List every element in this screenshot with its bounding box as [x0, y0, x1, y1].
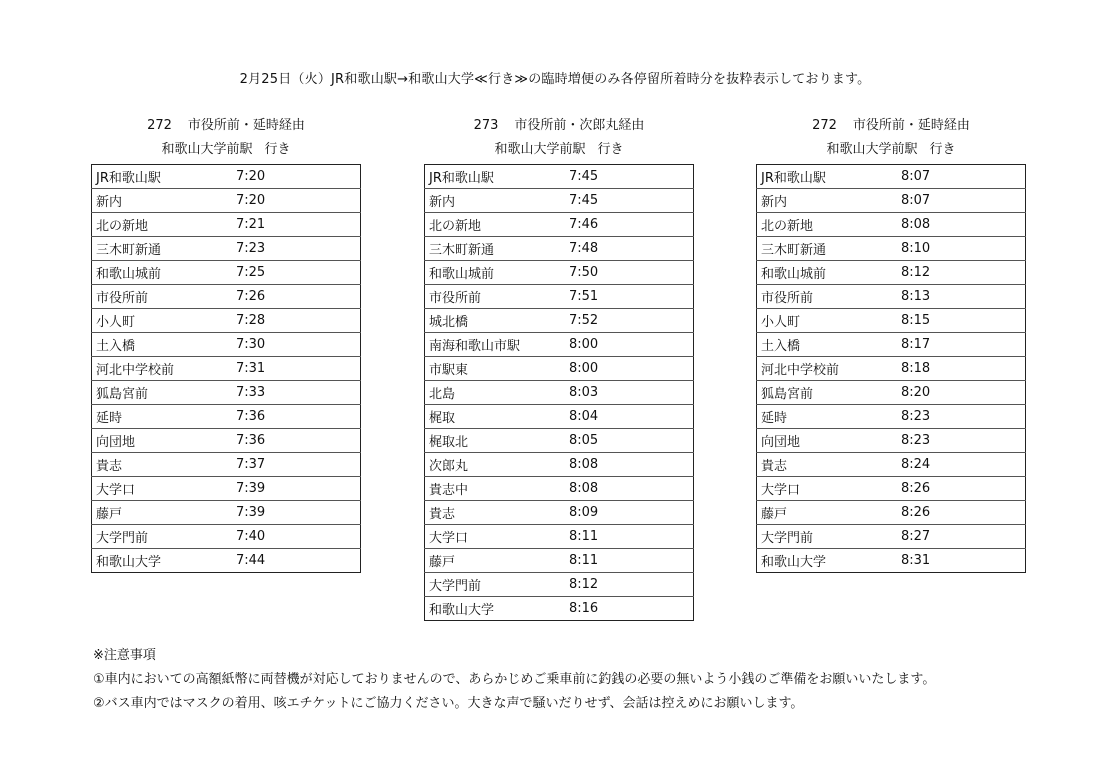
- stop-time: 8:20: [897, 381, 1026, 405]
- stop-name: 三木町新通: [425, 237, 566, 261]
- stop-name: 次郎丸: [425, 453, 566, 477]
- stop-name: 和歌山城前: [92, 261, 233, 285]
- table-row: [425, 237, 694, 261]
- stop-time: 8:23: [897, 429, 1026, 453]
- route-via: 市役所前・延時経由: [852, 118, 970, 133]
- table-row: [757, 237, 1026, 261]
- stop-time: 7:37: [232, 453, 361, 477]
- stop-time: 8:31: [901, 553, 931, 568]
- stop-name: 和歌山城前: [425, 261, 566, 285]
- table-row: [92, 429, 361, 453]
- stop-time: 8:13: [897, 285, 1026, 309]
- table-row: [425, 189, 694, 213]
- table-row: [92, 165, 361, 189]
- stop-name: 土入橋: [92, 333, 233, 357]
- table-row: [425, 477, 694, 501]
- table-row: [425, 549, 694, 573]
- stop-time-table: [91, 164, 361, 573]
- stop-time: 7:20: [232, 165, 361, 189]
- table-row: [757, 309, 1026, 333]
- stop-name: 大学門前: [92, 525, 233, 549]
- stop-name: JR和歌山駅: [92, 165, 233, 189]
- stop-name: 大学門前: [425, 573, 566, 597]
- stop-name: 向団地: [757, 429, 898, 453]
- stop-time: 8:12: [897, 261, 1026, 285]
- page-headline: 2月25日（火）JR和歌山駅→和歌山大学≪行き≫の臨時増便のみ各停留所着時分を抜粋表示しております。: [239, 72, 871, 87]
- route-title: [756, 114, 1026, 138]
- stop-name: 新内: [757, 189, 898, 213]
- stop-name: 新内: [425, 189, 566, 213]
- stop-name: 北の新地: [92, 213, 233, 237]
- table-row: [757, 525, 1026, 549]
- table-row: [425, 381, 694, 405]
- stop-name: 小人町: [92, 309, 233, 333]
- table-row: [92, 525, 361, 549]
- stop-name: 大学口: [92, 477, 233, 501]
- table-row: [92, 357, 361, 381]
- table-row: [425, 405, 694, 429]
- stop-time: 7:52: [565, 309, 694, 333]
- table-row: [425, 501, 694, 525]
- stop-name: 土入橋: [757, 333, 898, 357]
- stop-name: 狐島宮前: [757, 381, 898, 405]
- stop-name: 北島: [425, 381, 566, 405]
- stop-name: 和歌山城前: [757, 261, 898, 285]
- stop-time: 8:16: [569, 601, 599, 616]
- stop-time: 7:33: [232, 381, 361, 405]
- table-row: [425, 525, 694, 549]
- stop-time: 8:15: [897, 309, 1026, 333]
- stop-time: 8:08: [897, 213, 1026, 237]
- stop-time: 8:11: [565, 549, 694, 573]
- stop-name: 大学門前: [757, 525, 898, 549]
- stop-time: 8:09: [565, 501, 694, 525]
- table-row: [757, 429, 1026, 453]
- table-row: [757, 501, 1026, 525]
- stop-name: 和歌山大学: [429, 603, 495, 618]
- stop-time: 8:07: [897, 165, 1026, 189]
- table-row: [757, 213, 1026, 237]
- route-number: 273: [473, 118, 499, 133]
- table-row: [425, 429, 694, 453]
- stop-name: 延時: [92, 405, 233, 429]
- route-title: [91, 114, 361, 138]
- table-row: [757, 261, 1026, 285]
- destination-name: 和歌山大学前駅: [161, 142, 253, 157]
- stop-time-table: [424, 164, 694, 621]
- stop-time: 7:45: [565, 189, 694, 213]
- direction-label: 行き: [929, 142, 956, 157]
- table-row: [92, 285, 361, 309]
- table-row: [425, 261, 694, 285]
- stop-time: 8:23: [897, 405, 1026, 429]
- direction-label: 行き: [597, 142, 624, 157]
- stop-name: 藤戸: [92, 501, 233, 525]
- table-row: [92, 333, 361, 357]
- stop-name: 狐島宮前: [92, 381, 233, 405]
- table-row: [425, 285, 694, 309]
- table-row: [92, 309, 361, 333]
- note-item-2: ②バス車内ではマスクの着用、咳エチケットにご協力ください。大きな声で騒いだりせず、会話は控えめにお願いします。: [93, 696, 804, 711]
- table-row: [757, 477, 1026, 501]
- stop-name: 河北中学校前: [757, 357, 898, 381]
- stop-time: 7:51: [565, 285, 694, 309]
- stop-time: 8:08: [565, 453, 694, 477]
- stop-name: JR和歌山駅: [425, 165, 566, 189]
- table-row: [757, 453, 1026, 477]
- stop-time: 7:44: [236, 553, 266, 568]
- destination-name: 和歌山大学前駅: [494, 142, 586, 157]
- stop-time: 7:21: [232, 213, 361, 237]
- stop-time: 8:10: [897, 237, 1026, 261]
- stop-name: 南海和歌山市駅: [425, 333, 566, 357]
- stop-name: 梶取: [425, 405, 566, 429]
- stop-name: 向団地: [92, 429, 233, 453]
- table-row: [425, 165, 694, 189]
- table-row: [92, 213, 361, 237]
- table-row: [92, 405, 361, 429]
- stop-time: 7:20: [232, 189, 361, 213]
- stop-time: 7:23: [232, 237, 361, 261]
- stop-name: 貴志: [425, 501, 566, 525]
- stop-time: 7:31: [232, 357, 361, 381]
- route-destination: [91, 138, 361, 162]
- route-destination: [424, 138, 694, 162]
- route-via: 市役所前・延時経由: [187, 118, 305, 133]
- table-row: [757, 333, 1026, 357]
- route-destination: [756, 138, 1026, 162]
- table-row: [757, 285, 1026, 309]
- stop-name: 市駅東: [425, 357, 566, 381]
- stop-name: 藤戸: [425, 549, 566, 573]
- note-item-1: ①車内においての高額紙幣に両替機が対応しておりませんので、あらかじめご乗車前に釣銭の必要の無いよう小銭のご準備をお願いいたします。: [93, 672, 936, 687]
- stop-name: 梶取北: [425, 429, 566, 453]
- table-row: [757, 549, 1026, 573]
- table-row: [92, 453, 361, 477]
- stop-time: 8:07: [897, 189, 1026, 213]
- stop-time: 8:11: [565, 525, 694, 549]
- stop-time: 8:24: [897, 453, 1026, 477]
- notes-section: [93, 644, 935, 716]
- notes-heading: ※注意事項: [93, 648, 156, 663]
- route-number: 272: [147, 118, 172, 133]
- table-row: [92, 237, 361, 261]
- table-row: [425, 213, 694, 237]
- stop-name: JR和歌山駅: [757, 165, 898, 189]
- stop-name: 貴志: [757, 453, 898, 477]
- stop-name: 城北橋: [425, 309, 566, 333]
- stop-name: 貴志中: [425, 477, 566, 501]
- stop-time: 8:00: [565, 333, 694, 357]
- stop-time: 7:30: [232, 333, 361, 357]
- table-row: [757, 405, 1026, 429]
- stop-name: 貴志: [92, 453, 233, 477]
- route-via: 市役所前・次郎丸経由: [514, 118, 645, 133]
- route-title: [424, 114, 694, 138]
- stop-name: 大学口: [757, 477, 898, 501]
- stop-time: 7:45: [565, 165, 694, 189]
- stop-time: 8:05: [565, 429, 694, 453]
- stop-name: 市役所前: [92, 285, 233, 309]
- table-row: [757, 165, 1026, 189]
- table-row: [92, 381, 361, 405]
- table-row: [425, 333, 694, 357]
- stop-name: 市役所前: [757, 285, 898, 309]
- stop-time: 8:27: [897, 525, 1026, 549]
- stop-time: 8:26: [897, 501, 1026, 525]
- stop-name: 河北中学校前: [92, 357, 233, 381]
- stop-name: 新内: [92, 189, 233, 213]
- stop-time: 7:36: [232, 429, 361, 453]
- table-row: [92, 549, 361, 573]
- stop-time: 8:26: [897, 477, 1026, 501]
- stop-time: 8:17: [897, 333, 1026, 357]
- stop-time: 8:08: [565, 477, 694, 501]
- stop-time: 8:12: [565, 573, 694, 597]
- route-timetable-2: [424, 114, 694, 621]
- table-row: [757, 189, 1026, 213]
- stop-name: 北の新地: [425, 213, 566, 237]
- table-row: [92, 501, 361, 525]
- stop-time-table: [756, 164, 1026, 573]
- table-row: [92, 261, 361, 285]
- stop-name: 北の新地: [757, 213, 898, 237]
- table-row: [757, 357, 1026, 381]
- table-row: [425, 309, 694, 333]
- stop-time: 7:39: [232, 477, 361, 501]
- table-row: [425, 573, 694, 597]
- table-row: [425, 453, 694, 477]
- stop-time: 7:28: [232, 309, 361, 333]
- stop-name: 大学口: [425, 525, 566, 549]
- stop-time: 7:46: [565, 213, 694, 237]
- route-timetable-1: [91, 114, 361, 573]
- stop-time: 7:25: [232, 261, 361, 285]
- direction-label: 行き: [264, 142, 291, 157]
- route-timetable-3: [756, 114, 1026, 573]
- stop-time: 7:36: [232, 405, 361, 429]
- stop-name: 和歌山大学: [96, 555, 162, 570]
- table-row: [425, 597, 694, 621]
- stop-name: 市役所前: [425, 285, 566, 309]
- stop-time: 8:00: [565, 357, 694, 381]
- stop-name: 三木町新通: [757, 237, 898, 261]
- stop-name: 和歌山大学: [761, 555, 827, 570]
- table-row: [757, 381, 1026, 405]
- table-row: [92, 189, 361, 213]
- stop-time: 8:04: [565, 405, 694, 429]
- stop-name: 小人町: [757, 309, 898, 333]
- stop-time: 8:18: [897, 357, 1026, 381]
- stop-time: 7:26: [232, 285, 361, 309]
- destination-name: 和歌山大学前駅: [826, 142, 918, 157]
- stop-time: 7:48: [565, 237, 694, 261]
- stop-time: 8:03: [565, 381, 694, 405]
- route-number: 272: [812, 118, 837, 133]
- table-row: [425, 357, 694, 381]
- stop-time: 7:39: [232, 501, 361, 525]
- stop-name: 延時: [757, 405, 898, 429]
- stop-time: 7:40: [232, 525, 361, 549]
- stop-name: 藤戸: [757, 501, 898, 525]
- stop-time: 7:50: [565, 261, 694, 285]
- stop-name: 三木町新通: [92, 237, 233, 261]
- table-row: [92, 477, 361, 501]
